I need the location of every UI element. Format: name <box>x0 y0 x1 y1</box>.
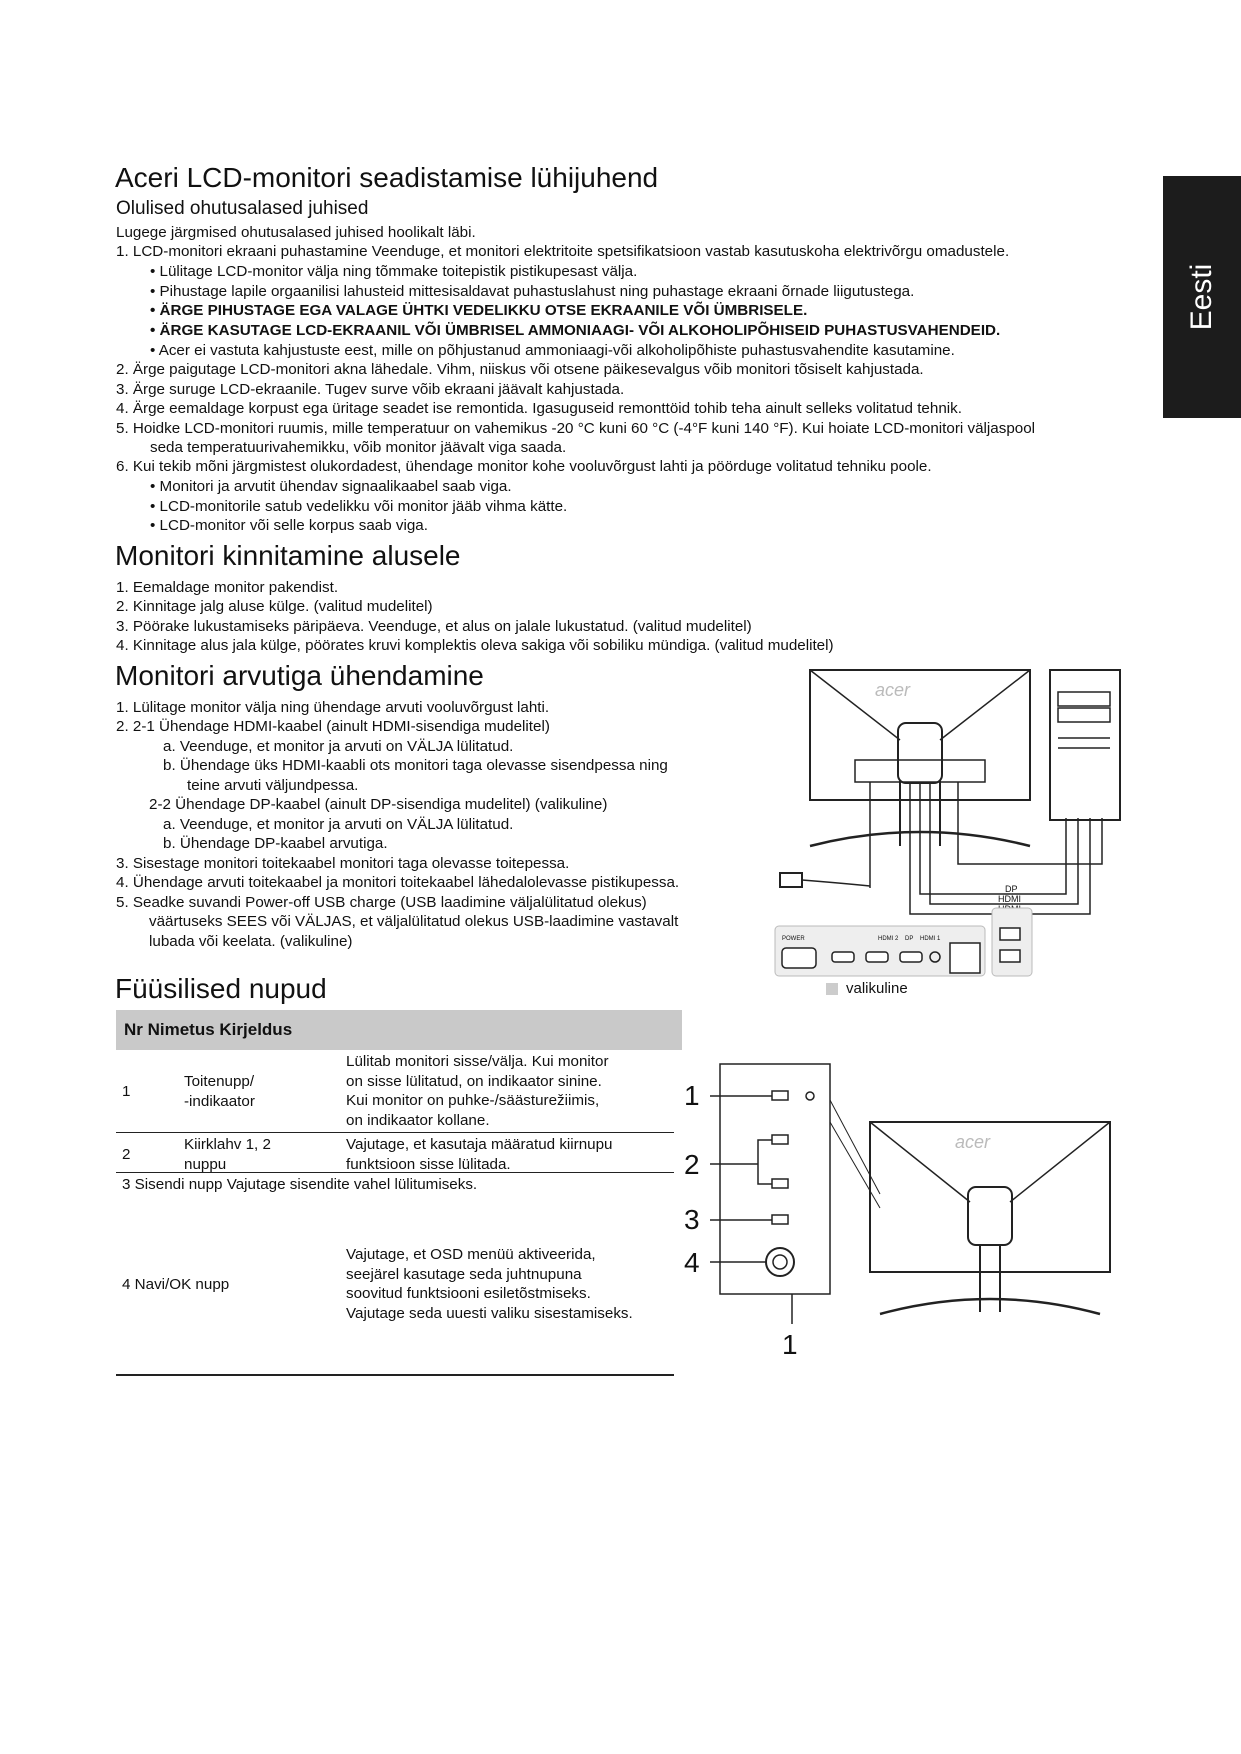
safety-line: 2. Ärge paigutage LCD-monitori akna lähedale. Vihm, niiskus või otsene päikesevalgus võib monitori tõsiselt kahjustada. <box>116 361 924 378</box>
connect-line: 2-2 Ühendage DP-kaabel (ainult DP-sisendiga mudelitel) (valikuline) <box>149 796 608 813</box>
buttons-diagram <box>680 1062 1140 1362</box>
safety-line: • LCD-monitorile satub vedelikku või monitor jääb vihma kätte. <box>150 498 568 515</box>
safety-line: • LCD-monitor või selle korpus saab viga. <box>150 517 428 534</box>
stand-line: 4. Kinnitage alus jala külge, pöörates kruvi komplektis oleva sakiga või sobiliku mündiga. (valitud mudelitel) <box>116 637 834 654</box>
stand-line: 2. Kinnitage jalg aluse külge. (valitud mudelitel) <box>116 598 433 615</box>
monitor-brand-logo: acer <box>955 1132 991 1152</box>
stand-line: 3. Pöörake lukustamiseks päripäeva. Veenduge, et alus on jalale lukustatud. (valitud mudelitel) <box>116 618 752 635</box>
row-description: Vajutage, et kasutaja määratud kiirnupu funktsioon sisse lülitada. <box>346 1136 613 1173</box>
safety-warning: • ÄRGE PIHUSTAGE EGA VALAGE ÜHTKI VEDELIKKU OTSE EKRAANILE VÕI ÜMBRISELE. <box>150 302 808 319</box>
connect-line: a. Veenduge, et monitor ja arvuti on VÄLJA lülitatud. <box>163 738 514 755</box>
stand-neck <box>898 723 942 783</box>
power-indicator-icon <box>806 1092 814 1100</box>
stand-neck <box>968 1187 1012 1245</box>
hdmi2-port-icon <box>832 952 854 962</box>
row-divider <box>116 1172 674 1173</box>
table-header: Nr Nimetus Kirjeldus <box>116 1010 682 1050</box>
power-button-icon <box>772 1091 788 1100</box>
row-description: Lülitab monitori sisse/välja. Kui monitor on sisse lülitatud, on indikaator sinine. Kui monitor on puhke-/säästurežiimis, on indikaator kollane. <box>346 1053 609 1129</box>
callout-number: 1 <box>684 1080 700 1111</box>
connect-line: teine arvuti väljundpessa. <box>187 777 359 794</box>
safety-line: 1. LCD-monitori ekraani puhastamine Veenduge, et monitori elektritoite spetsifikatsioon vastab kasutuskoha elektrivõrgu omadustele. <box>116 243 1010 260</box>
safety-line: 4. Ärge eemaldage korpust ega üritage seadet ise remontida. Igasuguseid remonttöid tohib teha ainult selleks volitatud tehnik. <box>116 400 962 417</box>
navi-ok-button-icon <box>766 1248 794 1276</box>
stand-base <box>880 1299 1100 1314</box>
language-tab <box>1163 176 1241 418</box>
page-title: Aceri LCD-monitori seadistamise lühijuhend <box>115 162 659 193</box>
safety-warning: • ÄRGE KASUTAGE LCD-EKRAANIL VÕI ÜMBRISEL AMMONIAAGI- VÕI ALKOHOLIPÕHISEID PUHASTUSVAHENDEID. <box>150 322 1001 339</box>
legend-swatch <box>826 983 838 995</box>
callout-number: 4 <box>684 1247 700 1278</box>
callout-number: 2 <box>684 1149 700 1180</box>
safety-line: seda temperatuurivahemikku, võib monitor jäävalt viga saada. <box>150 439 567 456</box>
usb-side-ports <box>992 908 1032 976</box>
connect-line: b. Ühendage üks HDMI-kaabli ots monitori taga olevasse sisendpessa ning <box>163 757 668 774</box>
cable-label-hdmi: HDMI <box>998 894 1021 904</box>
safety-line: • Monitori ja arvutit ühendav signaalikaabel saab viga. <box>150 478 512 495</box>
safety-line: 6. Kui tekib mõni järgmistest olukordadest, ühendage monitor kohe vooluvõrgust lahti ja pöörduge volitatud tehniku poole. <box>116 458 932 475</box>
legend-label: valikuline <box>846 980 908 997</box>
hotkey-2-button-icon <box>772 1179 788 1188</box>
row-4-description: Vajutage, et OSD menüü aktiveerida, seejärel kasutage seda juhtnupuna soovitud funktsiooni esiletõstmiseks. Vajutage seda uuesti valiku sisestamiseks. <box>346 1246 633 1322</box>
monitor-brand-logo: acer <box>875 680 911 700</box>
connect-line: b. Ühendage DP-kaabel arvutiga. <box>163 835 388 852</box>
safety-line: • Lülitage LCD-monitor välja ning tõmmake toitepistik pistikupesast välja. <box>150 263 638 280</box>
row-name: Kiirklahv 1, 2 nuppu <box>184 1136 271 1173</box>
input-button-icon <box>772 1215 788 1224</box>
connect-line: a. Veenduge, et monitor ja arvuti on VÄLJA lülitatud. <box>163 816 514 833</box>
power-port-icon <box>782 948 816 968</box>
cable-label-dp: DP <box>1005 884 1018 894</box>
connect-line: lubada või keelata. (valikuline) <box>149 933 353 950</box>
port-label-hdmi2: HDMI 2 <box>878 936 899 942</box>
stand-heading: Monitori kinnitamine alusele <box>115 540 461 571</box>
hdmi1-port-icon <box>900 952 922 962</box>
safety-line: • Pihustage lapile orgaanilisi lahusteid mittesisaldavat puhastuslahust ning puhastage ekraani õrnade liigutustega. <box>150 283 915 300</box>
row-name: Toitenupp/ -indikaator <box>184 1073 255 1110</box>
safety-heading: Olulised ohutusalased juhised <box>116 198 369 219</box>
safety-line: • Acer ei vastuta kahjustuste eest, mille on põhjustanud ammoniaagi-või alkoholipõhiste puhastusvahendite kasutamine. <box>150 342 955 359</box>
port-label-power: POWER <box>782 936 805 942</box>
connect-line: väärtuseks SEES või VÄLJAS, et väljalülitatud olekus USB-laadimine vastavalt <box>149 913 679 930</box>
connect-heading: Monitori arvutiga ühendamine <box>115 660 484 691</box>
table-bottom-rule <box>116 1374 674 1376</box>
callout-number: 1 <box>782 1329 798 1360</box>
connect-line: 5. Seadke suvandi Power-off USB charge (USB laadimine väljalülitatud olekus) <box>116 894 647 911</box>
callout-number: 3 <box>684 1204 700 1235</box>
connect-line: 1. Lülitage monitor välja ning ühendage arvuti vooluvõrgust lahti. <box>116 699 550 716</box>
port-panel <box>855 760 985 782</box>
connect-line: 4. Ühendage arvuti toitekaabel ja monitori toitekaabel lähedalolevasse pistikupessa. <box>116 874 680 891</box>
safety-intro: Lugege järgmised ohutusalased juhised hoolikalt läbi. <box>116 224 476 241</box>
hotkey-1-button-icon <box>772 1135 788 1144</box>
row-number: 1 <box>122 1083 131 1100</box>
row-3: 3 Sisendi nupp Vajutage sisendite vahel lülitumiseks. <box>122 1176 478 1193</box>
port-label-dp: DP <box>905 936 914 942</box>
connect-line: 2. 2-1 Ühendage HDMI-kaabel (ainult HDMI-sisendiga mudelitel) <box>116 718 550 735</box>
safety-line: 5. Hoidke LCD-monitori ruumis, mille temperatuur on vahemikus -20 °C kuni 60 °C (-4°F kuni 140 °F). Kui hoiate LCD-monitori väljaspool <box>116 420 1036 437</box>
usb-port-icon <box>950 943 980 973</box>
row-4-name: 4 Navi/OK nupp <box>122 1276 230 1293</box>
row-divider <box>116 1132 674 1133</box>
row-number: 2 <box>122 1146 131 1163</box>
monitor-back-outline <box>810 670 1030 800</box>
connect-line: 3. Sisestage monitori toitekaabel monitori taga olevasse toitepessa. <box>116 855 570 872</box>
connection-diagram <box>770 668 1130 998</box>
port-label-hdmi1: HDMI 1 <box>920 936 941 942</box>
language-tab-label: Eesti <box>1185 263 1218 331</box>
power-plug-icon <box>780 873 802 887</box>
buttons-heading: Füüsilised nupud <box>115 973 327 1004</box>
dp-port-icon <box>866 952 888 962</box>
safety-line: 3. Ärge suruge LCD-ekraanile. Tugev surve võib ekraani jäävalt kahjustada. <box>116 381 625 398</box>
stand-line: 1. Eemaldage monitor pakendist. <box>116 579 339 596</box>
